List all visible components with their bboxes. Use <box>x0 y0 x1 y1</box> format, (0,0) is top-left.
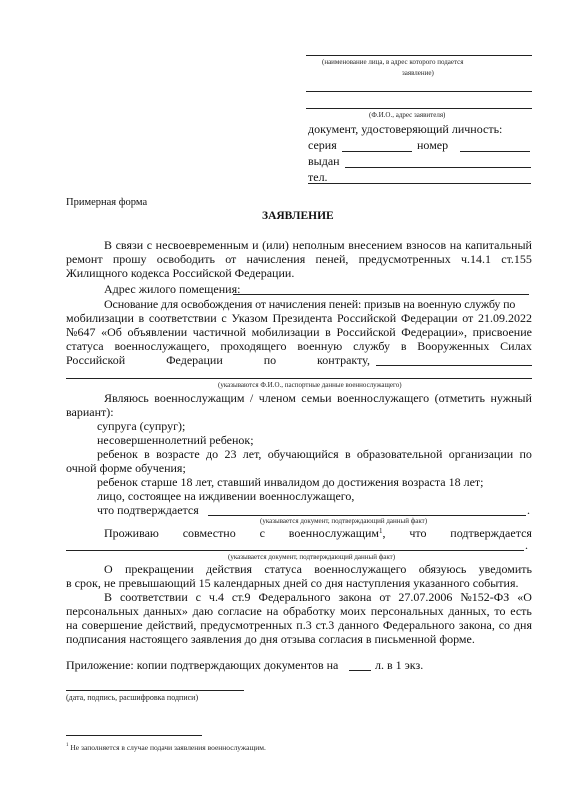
recipient-line <box>306 55 532 56</box>
p5-line-2: в срок, не превышающий 15 календарных дней со дня наступления указанного события. <box>66 576 519 590</box>
footnote-mark: 1 <box>66 743 69 748</box>
cohabitation-caption: (указывается документ, подтверждающий данный факт) <box>228 553 396 561</box>
phone-label: тел. <box>308 170 328 184</box>
footnote-separator <box>66 735 202 736</box>
footnote-ref: 1 <box>378 527 383 535</box>
p1-line-2: ремонт прошу освободить от начисления пеней, предусмотренных ч.14.1 ст.155 <box>66 252 532 266</box>
p5-line-1: О прекращении действия статуса военнослужащего обязуюсь уведомить <box>104 562 532 576</box>
recipient-caption-2: заявление) <box>402 69 434 77</box>
p2-line-2: мобилизации в соответствии с Указом Президента Российской Федерации от 21.09.2022 <box>66 311 532 325</box>
cohabitation-period: . <box>525 538 528 552</box>
signature-caption: (дата, подпись, расшифровка подписи) <box>66 693 199 702</box>
issued-field[interactable] <box>345 167 531 168</box>
option-disabled-child[interactable]: ребенок старше 18 лет, ставший инвалидом до достижения возраста 18 лет; <box>97 475 484 489</box>
form-label: Примерная форма <box>66 197 148 208</box>
option-spouse[interactable]: супруга (супруг); <box>97 419 186 433</box>
number-label: номер <box>417 138 449 152</box>
signature-field[interactable] <box>66 690 244 691</box>
option-minor-child[interactable]: несовершеннолетний ребенок; <box>97 433 254 447</box>
serviceman-field[interactable] <box>66 378 532 379</box>
confirm-period: . <box>527 503 530 517</box>
p2-line-4: статуса военнослужащего, проходящего военную службу в Вооруженных Силах <box>66 339 532 353</box>
applicant-line-2 <box>306 108 532 109</box>
attachment-pages-field[interactable] <box>349 670 371 671</box>
footnote-body: Не заполняется в случае подачи заявления военнослужащим. <box>70 743 266 752</box>
p3-line-1: Являюсь военнослужащим / членом семьи военнослужащего (отметить нужный <box>104 391 532 405</box>
footnote-text <box>66 743 266 752</box>
address-label: Адрес жилого помещения: <box>104 282 241 296</box>
id-document-title: документ, удостоверяющий личность: <box>308 122 503 136</box>
series-label: серия <box>308 138 337 152</box>
cohabitation-document-field[interactable] <box>66 550 524 551</box>
p2-line-1: Основание для освобождения от начисления пеней: призыв на военную службу по <box>104 297 516 311</box>
recipient-caption: (наименование лица, в адрес которого подается <box>322 58 464 66</box>
document-title: ЗАЯВЛЕНИЕ <box>262 210 334 222</box>
applicant-caption: (Ф.И.О., адрес заявителя) <box>369 111 446 119</box>
issued-label: выдан <box>308 154 340 168</box>
confirm-document-field[interactable] <box>208 515 526 516</box>
attachment-suffix: л. в 1 экз. <box>375 658 424 672</box>
p2-line-3: №647 «Об объявлении частичной мобилизации в Российской Федерации», присвоение <box>66 325 532 339</box>
series-field[interactable] <box>342 151 412 152</box>
address-field[interactable] <box>233 294 529 295</box>
contract-field[interactable] <box>376 365 532 366</box>
p1-line-1: В связи с несвоевременным и (или) неполным внесением взносов на капитальный <box>104 238 532 252</box>
option-student-child-cont: очной форме обучения; <box>66 461 186 475</box>
p6-line-2: персональных данных» даю согласие на обработку моих персональных данных, то есть <box>66 604 532 618</box>
option-student-child[interactable]: ребенок в возрасте до 23 лет, обучающийся в образовательной организации по <box>97 447 532 461</box>
p6-line-1: В соответствии с ч.4 ст.9 Федерального закона от 27.07.2006 №152-ФЗ «О <box>104 590 532 604</box>
attachment-label: Приложение: копии подтверждающих документов на <box>66 658 339 672</box>
p2-line-5: Российской Федерации по контракту, <box>66 353 370 367</box>
serviceman-caption: (указываются Ф.И.О., паспортные данные военнослужащего) <box>218 381 402 389</box>
number-field[interactable] <box>460 151 530 152</box>
p6-line-3: на совершение действий, предусмотренных п.3 ст.3 данного Федерального закона, со дня <box>66 618 532 632</box>
applicant-line-1 <box>306 91 532 92</box>
confirm-label: что подтверждается <box>97 503 199 517</box>
p4-line-1: Проживаю совместно с военнослужащим$^1$, что подтверждается <box>104 526 532 540</box>
option-dependent[interactable]: лицо, состоящее на иждивении военнослужащего, <box>97 489 355 503</box>
confirm-caption: (указывается документ, подтверждающий данный факт) <box>260 517 428 525</box>
p6-line-4: подписания настоящего заявления до дня отзыва согласия в письменной форме. <box>66 632 475 646</box>
p3-line-2: вариант): <box>66 405 114 419</box>
p1-line-3: Жилищного кодекса Российской Федерации. <box>66 266 295 280</box>
phone-field[interactable] <box>330 183 531 184</box>
